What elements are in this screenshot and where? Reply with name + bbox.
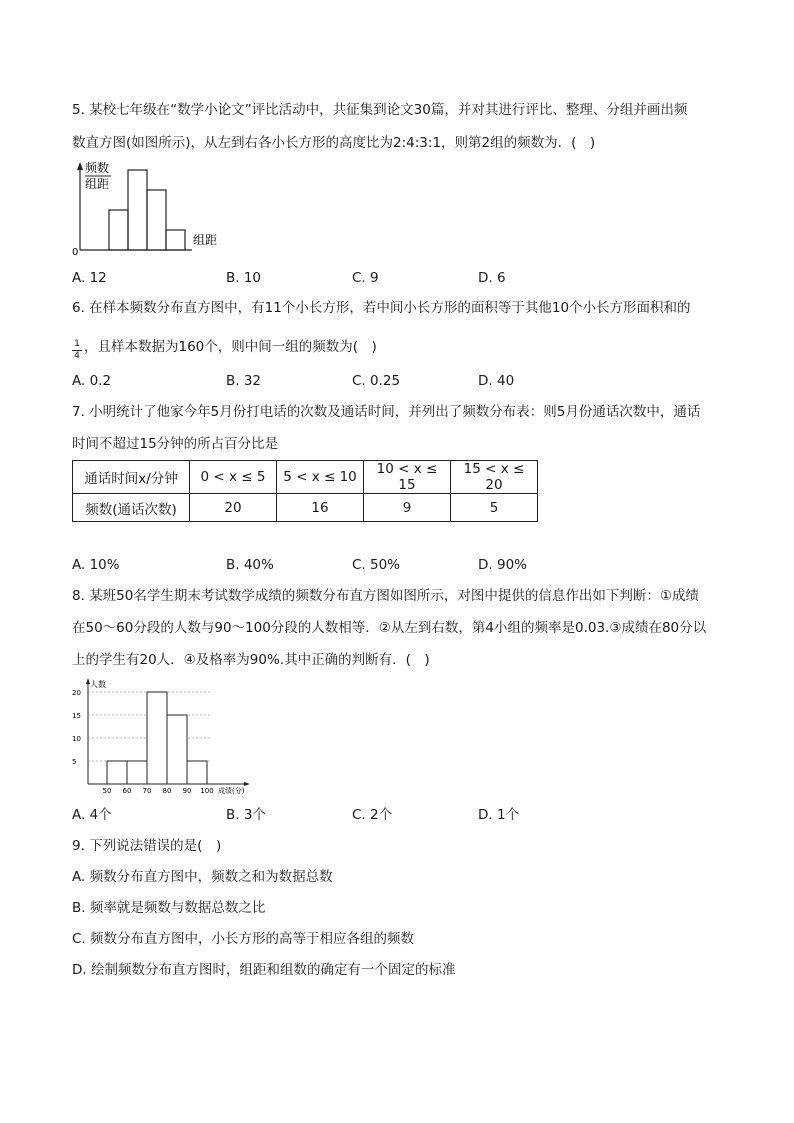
q7-th-0: 通话时间x/分钟 (73, 461, 190, 494)
q7-table-header-row (73, 461, 538, 494)
q7-th-2: 5 < x ≤ 10 (277, 461, 364, 494)
q8-option-a[interactable]: A. 4个 (72, 807, 112, 823)
q9-stem: 9. 下列说法错误的是( ) (72, 838, 222, 854)
q5-option-c[interactable]: C. 9 (352, 270, 379, 286)
q5-bar-4 (166, 230, 185, 250)
q5-bars (109, 170, 185, 250)
q8-option-c[interactable]: C. 2个 (352, 807, 393, 823)
q8-stem-line3: 上的学生有20人．④及格率为90%.其中正确的判断有．( ) (72, 652, 430, 668)
q7-frequency-table (72, 460, 538, 522)
q5-ylabel-top: 频数 (85, 161, 110, 175)
q5-option-a[interactable]: A. 12 (72, 270, 107, 286)
q7-stem-line1: 7. 小明统计了他家今年5月份打电话的次数及通话时间，并列出了频数分布表：则5月份通话次数中，通话 (72, 404, 701, 420)
q6-option-b[interactable]: B. 32 (226, 373, 262, 389)
q7-th-1: 0 < x ≤ 5 (190, 461, 277, 494)
q6-stem-line2: ，且样本数据为160个，则中间一组的频数为( ) (84, 339, 377, 355)
q7-option-b[interactable]: B. 40% (226, 557, 274, 573)
q8-stem-line2: 在50～60分段的人数与90～100分段的人数相等．②从左到右数，第4小组的频率是0.03.③成绩在80分以 (72, 620, 707, 636)
q7-th-3: 10 < x ≤ 15 (364, 461, 451, 494)
q8-ytick-5: 5 (72, 758, 77, 766)
q8-xlabel: 成绩(分) (218, 787, 245, 795)
q6-option-d[interactable]: D. 40 (478, 373, 515, 389)
q8-option-d[interactable]: D. 1个 (478, 807, 520, 823)
q7-option-a[interactable]: A. 10% (72, 557, 120, 573)
q8-option-b[interactable]: B. 3个 (226, 807, 266, 823)
q8-ylabel: 人数 (90, 680, 106, 689)
q7-option-c[interactable]: C. 50% (352, 557, 401, 573)
q8-xtick-100: 100 (200, 787, 214, 795)
q7-th-4: 15 < x ≤ 20 (451, 461, 538, 494)
q5-bar-3 (147, 190, 166, 250)
q8-y-ticks (72, 689, 81, 766)
q7-option-d[interactable]: D. 90% (478, 557, 527, 573)
q8-xtick-70: 70 (142, 787, 152, 795)
q8-bar-70-80 (147, 692, 167, 784)
q8-x-arrow (244, 782, 250, 786)
q9-option-b[interactable]: B. 频率就是频数与数据总数之比 (72, 900, 266, 916)
q6-fraction (72, 340, 82, 361)
q6-option-a[interactable]: A. 0.2 (72, 373, 112, 389)
q5-ylabel-bottom: 组距 (85, 177, 110, 191)
q8-ytick-10: 10 (72, 735, 81, 743)
q9-option-d[interactable]: D. 绘制频数分布直方图时，组距和组数的确定有一个固定的标准 (72, 962, 456, 978)
q6-stem-line1: 6. 在样本频数分布直方图中，有11个小长方形，若中间小长方形的面积等于其他10个小长方形面积和的 (72, 300, 691, 316)
q9-option-c[interactable]: C. 频数分布直方图中，小长方形的高等于相应各组的频数 (72, 931, 415, 947)
q5-bar-1 (109, 210, 128, 250)
q7-td-4: 5 (451, 494, 538, 522)
q7-stem-line2: 时间不超过15分钟的所占百分比是 (72, 436, 279, 452)
q8-xtick-50: 50 (102, 787, 112, 795)
q5-stem-line2: 数直方图(如图所示)，从左到右各小长方形的高度比为2:4:3:1，则第2组的频数为．( ) (72, 135, 596, 151)
q8-bar-90-100 (187, 761, 207, 784)
q8-ytick-20: 20 (72, 689, 81, 697)
q5-origin: 0 (72, 247, 79, 256)
q6-frac-den: 4 (74, 351, 80, 361)
q8-bar-80-90 (167, 715, 187, 784)
q7-td-3: 9 (364, 494, 451, 522)
q8-bar-50-60 (107, 761, 127, 784)
q8-x-ticks (103, 787, 214, 795)
q8-ytick-15: 15 (72, 712, 81, 720)
q5-option-b[interactable]: B. 10 (226, 270, 262, 286)
q8-xtick-60: 60 (122, 787, 132, 795)
q8-histogram (70, 676, 260, 798)
q8-xtick-80: 80 (162, 787, 172, 795)
q5-bar-2 (128, 170, 147, 250)
q7-td-2: 16 (277, 494, 364, 522)
q8-stem-line1: 8. 某班50名学生期末考试数学成绩的频数分布直方图如图所示，对图中提供的信息作出如下判断：①成绩 (72, 588, 699, 604)
q7-table-data-row (73, 494, 538, 522)
q8-bar-60-70 (127, 761, 147, 784)
q8-xtick-90: 90 (182, 787, 192, 795)
q9-option-a[interactable]: A. 频数分布直方图中，频数之和为数据总数 (72, 869, 333, 885)
q5-xlabel: 组距 (193, 233, 218, 247)
q7-td-1: 20 (190, 494, 277, 522)
q7-td-0: 频数(通话次数) (73, 494, 190, 522)
q5-option-d[interactable]: D. 6 (478, 270, 506, 286)
q6-option-c[interactable]: C. 0.25 (352, 373, 401, 389)
q6-frac-num: 1 (74, 339, 80, 349)
q5-histogram (72, 160, 232, 256)
q5-stem-line1: 5. 某校七年级在“数学小论文”评比活动中，共征集到论文30篇，并对其进行评比、整理、分组并画出频 (72, 102, 688, 118)
q5-y-arrow (77, 162, 83, 170)
